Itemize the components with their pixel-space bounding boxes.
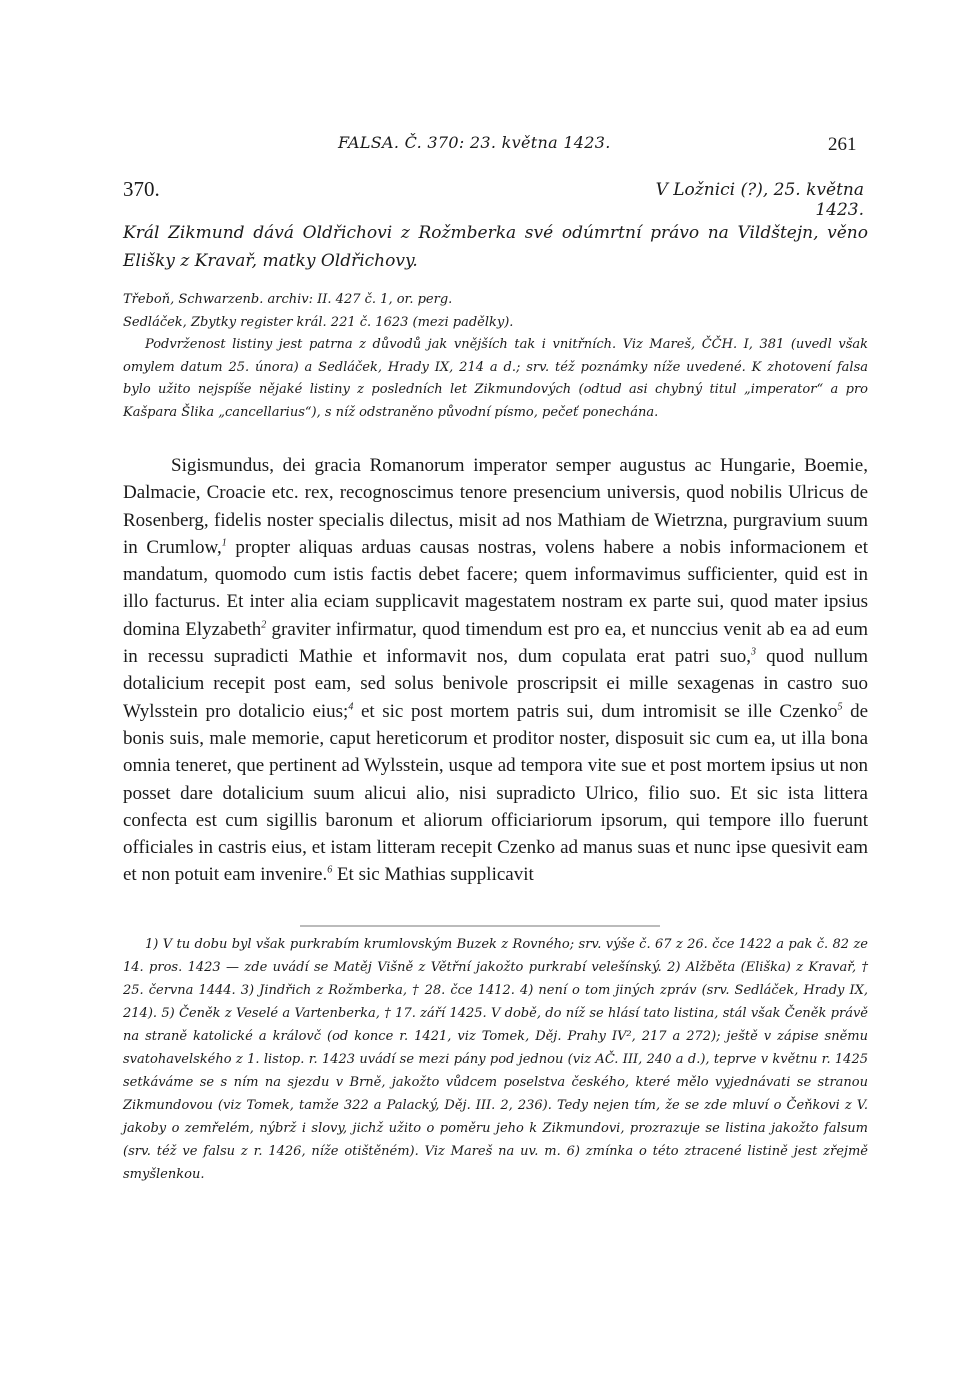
source-register: Sedláček, Zbytky register král. 221 č. 1623 (mezi padělky). [123,314,514,330]
source-archive: Třeboň, Schwarzenb. archiv: II. 427 č. 1, or. perg. [123,292,453,307]
footnote-marker: 3 [750,646,756,658]
footnote-marker: 4 [348,701,354,713]
page-number: 261 [828,134,857,155]
text-segment: propter aliquas arduas causas nostras, volens habere a nobis informacionem et mandatum, quomodo cum istis factis debet facere; quem informavimus sufficienter, quid est in illo facturus. Et inter alia eciam supplicavit magestatem nostram ex parte sui, quod mater ipsius domina Elyzabeth [123,536,868,640]
source-notes [123,289,868,424]
text-segment: graviter infirmatur, quod timendum est pro ea, et nunccius venit ab ea ad eum in recessu supradicti Mathie et informavit nos, dum copulata erat patri suo, [123,618,868,668]
running-head: FALSA. Č. 370: 23. května 1423. [338,133,611,152]
footnote-marker: 6 [327,865,333,877]
document-number: 370. [123,177,160,201]
text-segment: quod nullum dotalicium recepit post eam, sed solus benivole proscripsit ei mille sexagenas in castro suo Wylsstein pro dotalicio eius; [123,646,868,722]
charter-text [123,452,868,889]
footnote-marker: 2 [261,619,267,631]
place-date: V Ložnici (?), 25. května 1423. [655,180,864,220]
footnote-marker: 1 [221,537,227,549]
footnote-divider [300,925,660,927]
text-segment: de bonis suis, male memorie, caput hereticorum et proditor noster, disposuit sic cum ea, ut illa bona omnia teneret, que pertinent ad Wylsstein, usque ad tempora vite sue et post mortem ipsius ut non posset dare dotalicium suum alicui alio, nisi supradicto Ulrico, filio suo. Et sic ista littera confecta est cum sigillis baronum et aliorum officiariorum ipsorum, qui tempore illo fuerunt officiales in castris eius, et istam litteram recepit Czenko ad manus suas et nunc ipse quesivit eam et non potuit eam invenire. [123,700,869,886]
text-segment: et sic post mortem patris sui, dum intromisit se ille Czenko [353,700,838,722]
source-commentary: Podvrženost listiny jest patrna z důvodů jak vnějších tak i vnitřních. Viz Mareš, ČČH. I, 381 (uvedl však omylem datum 25. února) a Sedláček, Hrady IX, 214 a d.; srv. též poznámky níže uvedené. K zhotovení falsa bylo užito nejspíše nějaké listiny z posledních let Zikmundových (odtud asi chybný titul „imperator“ a pro Kašpara Šlika „cancellarius“), s níž odstraněno původní písmo, pečeť ponechána. [123,337,868,420]
regest: Král Zikmund dává Oldřichovi z Rožmberka své odúmrtní právo na Vildštejn, věno Elišky z Kravař, matky Oldřichovy. [123,223,868,271]
text-segment: Sigismundus, dei gracia Romanorum imperator semper augustus ac Hungarie, Boemie, Dalmacie, Croacie etc. rex, recognoscimus tenore presencium universis, quod nobilis Ulricus de Rosenberg, fidelis noster specialis dilectus, misit ad nos Mathiam de Wietrzna, purgravium suum in Crumlow, [123,455,868,558]
footnote-marker: 5 [837,701,843,713]
footnotes: 1) V tu dobu byl však purkrabím krumlovským Buzek z Rovného; srv. výše č. 67 z 26. čce 1422 a pak č. 82 ze 14. pros. 1423 — zde uvádí se Matěj Višně z Větřní jakožto purkrabí velešínský. 2) Alžběta (Eliška) z Kravař, † 25. června 1444. 3) Jindřich z Rožmberka, † 28. čce 1412. 4) není o tom jiných zpráv (srv. Sedláček, Hrady IX, 214). 5) Čeněk z Veselé a Vartenberka, † 17. září 1425. V době, do níž se hlásí tato listina, stál však Čeněk právě na straně katolické a královč (od konce r. 1421, viz Tomek, Děj. Prahy IV², 217 a 272); ještě v zápise sněmu svatohavelského z 1. listop. r. 1423 uvádí se mezi pány pod jednou (viz AČ. III, 240 a d.), teprve v květnu r. 1425 setkáváme se s ním na sjezdu v Brně, jakožto vůdcem poselstva českého, které mělo vyjednávati se stranou Zikmundovou (viz Tomek, tamže 322 a Palacký, Děj. III. 2, 236). Tedy nejen tím, že se zde mluví o Čeňkovi z V. jakoby o zemřelém, nýbrž i slovy, jichž užito o poměru jeho k Zikmundovi, prozrazuje se listina jakožto falsum (srv. též ve falsu z r. 1426, níže otištěném). Viz Mareš na uv. m. 6) zmínka o této ztracené listině jest zřejmě smyšlenkou. [123,937,868,1182]
text-segment: Et sic Mathias supplicavit [332,864,534,886]
